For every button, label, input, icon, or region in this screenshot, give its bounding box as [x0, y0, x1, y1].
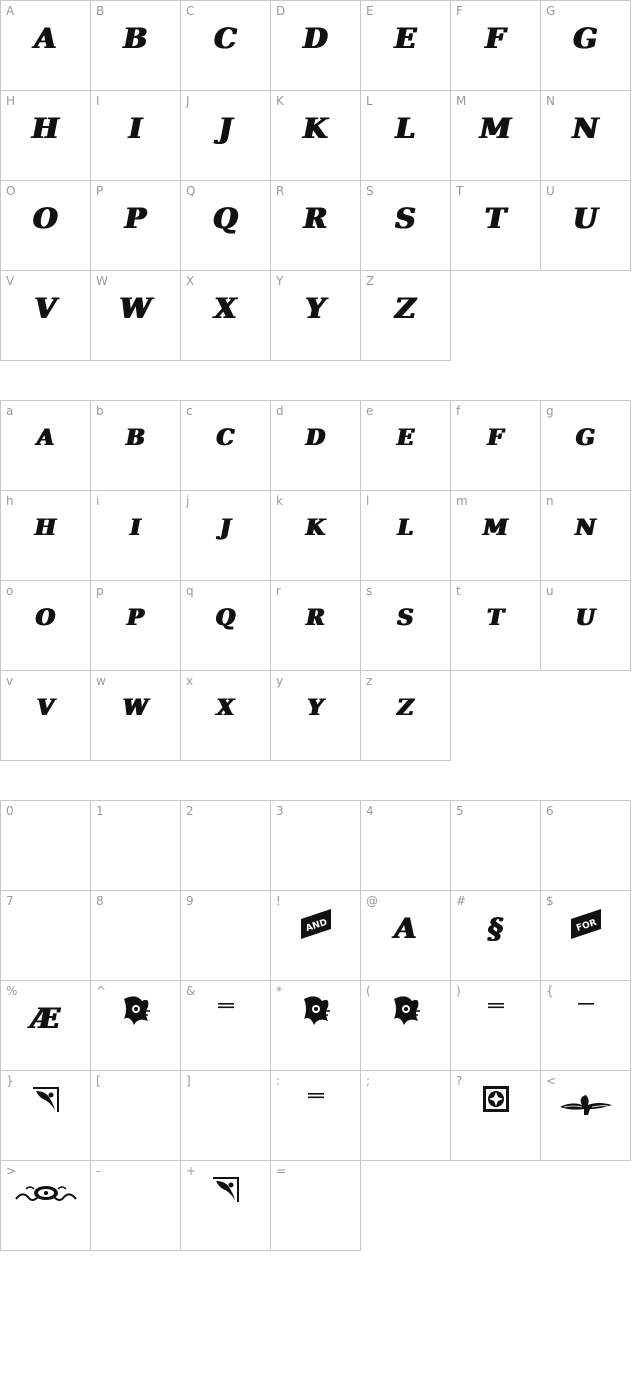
ornate-the-icon: Æ [31, 1002, 60, 1035]
glyph-cell [360, 90, 450, 180]
glyph-label: ; [366, 1074, 371, 1088]
and-banner-icon [271, 899, 360, 959]
ornate-letter-glyph: E [397, 425, 414, 451]
glyph-cell [270, 0, 360, 90]
glyph-cell [540, 180, 631, 271]
glyph-label: 4 [366, 804, 374, 818]
glyph-label: ) [456, 984, 461, 998]
glyph-label: H [6, 94, 16, 108]
glyph-cell [360, 490, 450, 580]
glyph-label: p [96, 584, 104, 598]
ornate-letter-glyph: D [303, 22, 328, 55]
glyph-label: S [366, 184, 374, 198]
double-rule-icon [271, 1079, 360, 1139]
glyph-label: q [186, 584, 194, 598]
ornate-letter-glyph: A [36, 425, 55, 451]
glyph-label: g [546, 404, 554, 418]
glyph-cell [360, 270, 451, 361]
glyph-cell [360, 0, 450, 90]
ornate-letter-glyph: N [575, 515, 596, 541]
glyph-cell [450, 400, 540, 490]
glyph-label: a [6, 404, 14, 418]
glyph-cell [90, 270, 180, 361]
glyph-label: M [456, 94, 467, 108]
glyph-label: $ [546, 894, 554, 908]
glyph-cell [540, 580, 631, 671]
glyph-cell [180, 980, 270, 1070]
glyph-cell [90, 580, 180, 670]
glyph-cell [180, 0, 270, 90]
glyph-label: k [276, 494, 283, 508]
ornate-letter-glyph: S [395, 202, 416, 235]
glyph-cell [180, 890, 270, 980]
glyph-cell [270, 670, 360, 761]
glyph-label: 0 [6, 804, 14, 818]
glyph-cell [180, 800, 270, 890]
ornate-letter-glyph: G [573, 22, 598, 55]
glyph-label: z [366, 674, 373, 688]
glyph-cell [270, 490, 360, 580]
glyph-cell [90, 890, 180, 980]
ornate-letter-glyph: R [303, 202, 328, 235]
ornate-letter-glyph: R [306, 605, 325, 631]
glyph-label: l [366, 494, 370, 508]
glyph-cell [360, 1070, 450, 1161]
glyph-label: # [456, 894, 467, 908]
banner-text: FOR [574, 917, 598, 934]
glyph-label: c [186, 404, 193, 418]
glyph-label: 6 [546, 804, 554, 818]
glyph-cell [270, 90, 360, 180]
glyph-label: o [6, 584, 14, 598]
glyph-cell [450, 800, 540, 890]
glyph-label: V [6, 274, 15, 288]
glyph-cell [180, 1160, 270, 1251]
glyph-label: s [366, 584, 373, 598]
glyph-cell [0, 1160, 90, 1251]
glyph-cell [450, 580, 540, 671]
glyph-cell [540, 800, 631, 890]
glyph-cell [360, 670, 451, 761]
glyph-cell [360, 890, 450, 980]
ornate-letter-glyph: B [123, 22, 148, 55]
glyph-label: C [186, 4, 195, 18]
glyph-cell [180, 400, 270, 490]
ornate-letter-glyph: U [573, 202, 598, 235]
glyph-label: u [546, 584, 554, 598]
glyph-cell [0, 1070, 90, 1160]
ornate-letter-glyph: Q [215, 605, 236, 631]
glyph-label: % [6, 984, 18, 998]
ornate-letter-glyph: U [575, 605, 596, 631]
glyph-cell [450, 0, 540, 90]
ornate-letter-glyph: F [487, 425, 504, 451]
glyph-cell [180, 180, 270, 270]
glyph-label: ] [186, 1074, 191, 1088]
ornate-letter-glyph: V [34, 292, 57, 325]
eagle-icon [541, 1087, 630, 1147]
ornate-letter-glyph: I [130, 515, 141, 541]
ornate-letter-glyph: V [36, 695, 55, 721]
ornate-letter-glyph: Z [397, 695, 414, 721]
glyph-label: w [96, 674, 106, 688]
glyph-cell [0, 490, 90, 580]
scroll-ornament-icon [1, 1177, 90, 1237]
ornate-letter-glyph: K [303, 112, 328, 145]
ornate-a-icon: A [394, 912, 417, 945]
single-rule-icon [541, 989, 630, 1049]
glyph-label: f [456, 404, 461, 418]
ornate-letter-glyph: A [34, 22, 57, 55]
glyph-cell [540, 90, 631, 180]
ornate-letter-glyph: O [35, 605, 56, 631]
ornate-swash-icon: § [488, 912, 503, 945]
glyph-label: j [186, 494, 190, 508]
glyph-label: 7 [6, 894, 14, 908]
ornate-letter-glyph: L [395, 112, 416, 145]
glyph-cell [180, 490, 270, 580]
glyph-label: Q [186, 184, 196, 198]
glyph-label: = [276, 1164, 287, 1178]
glyph-label: D [276, 4, 286, 18]
glyph-label: ( [366, 984, 371, 998]
glyph-label: r [276, 584, 281, 598]
glyph-label: L [366, 94, 373, 108]
glyph-label: 8 [96, 894, 104, 908]
glyph-label: W [96, 274, 108, 288]
glyph-cell [0, 90, 90, 180]
glyph-label: F [456, 4, 463, 18]
glyph-label: G [546, 4, 556, 18]
glyph-label: } [6, 1074, 14, 1088]
ornate-letter-glyph: S [397, 605, 414, 631]
glyph-cell [450, 180, 540, 271]
glyph-cell [0, 270, 90, 361]
glyph-cell [180, 1070, 270, 1160]
glyph-cell [0, 670, 90, 761]
glyph-cell [0, 580, 90, 670]
glyph-cell [0, 890, 90, 980]
ornate-letter-glyph: Q [213, 202, 238, 235]
double-rule-icon [451, 989, 540, 1049]
glyph-cell [0, 800, 90, 890]
glyph-label: * [276, 984, 282, 998]
glyph-label: J [186, 94, 190, 108]
glyph-cell [450, 980, 540, 1070]
glyph-label: + [186, 1164, 197, 1178]
glyph-label: b [96, 404, 104, 418]
glyph-cell [540, 400, 631, 490]
glyph-cell [270, 980, 360, 1070]
ornate-letter-glyph: M [483, 515, 508, 541]
glyph-cell [90, 800, 180, 890]
glyph-cell [0, 980, 90, 1070]
ornate-letter-glyph: Y [305, 292, 326, 325]
glyph-label: E [366, 4, 374, 18]
ornate-letter-glyph: F [485, 22, 506, 55]
glyph-cell [270, 400, 360, 490]
double-rule-icon [181, 989, 270, 1049]
ornate-letter-glyph: N [572, 112, 599, 145]
glyph-label: t [456, 584, 461, 598]
ornate-letter-glyph: X [214, 292, 237, 325]
glyph-label: h [6, 494, 14, 508]
glyph-label: i [96, 494, 100, 508]
floral-ornament-icon [271, 991, 360, 1051]
glyph-cell [270, 800, 360, 890]
glyph-label: P [96, 184, 104, 198]
glyph-cell [450, 1070, 540, 1161]
glyph-label: 3 [276, 804, 284, 818]
glyph-label: ? [456, 1074, 463, 1088]
floral-ornament-icon [361, 991, 450, 1051]
ornate-letter-glyph: X [216, 695, 235, 721]
glyph-cell [360, 980, 450, 1070]
glyph-label: 9 [186, 894, 194, 908]
ornate-letter-glyph: O [33, 202, 58, 235]
glyph-label: m [456, 494, 468, 508]
glyph-label: n [546, 494, 554, 508]
glyph-cell [540, 0, 631, 90]
glyph-label: d [276, 404, 284, 418]
for-banner-icon [541, 899, 630, 959]
glyph-label: @ [366, 894, 378, 908]
glyph-cell [90, 1070, 180, 1160]
glyph-label: T [456, 184, 464, 198]
glyph-label: 2 [186, 804, 194, 818]
glyph-cell [180, 580, 270, 670]
glyph-label: 1 [96, 804, 104, 818]
glyph-cell [90, 0, 180, 90]
ornate-letter-glyph: C [214, 22, 237, 55]
glyph-cell [0, 0, 90, 90]
glyph-cell [540, 980, 631, 1070]
glyph-cell [270, 1160, 361, 1251]
glyph-cell [90, 400, 180, 490]
ornate-letter-glyph: K [305, 515, 326, 541]
glyph-cell [90, 1160, 180, 1251]
ornate-letter-glyph: C [216, 425, 235, 451]
ornate-letter-glyph: J [220, 515, 231, 541]
ornate-letter-glyph: H [35, 515, 56, 541]
glyph-cell [540, 1070, 631, 1161]
ornate-letter-glyph: W [123, 695, 148, 721]
glyph-cell [270, 180, 360, 270]
glyph-label: X [186, 274, 195, 288]
ornate-letter-glyph: H [32, 112, 59, 145]
glyph-cell [90, 980, 180, 1070]
glyph-cell [90, 490, 180, 580]
glyph-label: ! [276, 894, 281, 908]
glyph-cell [360, 400, 450, 490]
glyph-cell [360, 800, 450, 890]
glyph-label: e [366, 404, 374, 418]
ornate-letter-glyph: Z [395, 292, 416, 325]
ornate-letter-glyph: D [305, 425, 326, 451]
glyph-cell [270, 270, 360, 361]
glyph-cell [90, 90, 180, 180]
ornate-letter-glyph: E [394, 22, 417, 55]
medallion-tile-icon [451, 1085, 540, 1145]
glyph-label: ^ [96, 984, 107, 998]
glyph-label: A [6, 4, 15, 18]
glyph-cell [450, 890, 540, 980]
glyph-label: - [96, 1164, 101, 1178]
ornate-letter-glyph: G [576, 425, 595, 451]
ornate-letter-glyph: I [128, 112, 143, 145]
ornate-letter-glyph: T [487, 605, 504, 631]
ornate-letter-glyph: Y [307, 695, 324, 721]
ornate-letter-glyph: T [485, 202, 506, 235]
glyph-label: 5 [456, 804, 464, 818]
glyph-cell [270, 1070, 360, 1160]
glyph-cell [540, 890, 631, 980]
glyph-cell [360, 180, 450, 270]
glyph-label: U [546, 184, 555, 198]
glyph-label: [ [96, 1074, 101, 1088]
glyph-label: > [6, 1164, 17, 1178]
ornate-letter-glyph: B [126, 425, 145, 451]
glyph-label: { [546, 984, 554, 998]
glyph-cell [270, 580, 360, 670]
glyph-label: & [186, 984, 196, 998]
glyph-cell [450, 90, 540, 180]
glyph-cell [180, 670, 270, 761]
floral-ornament-icon [91, 991, 180, 1051]
glyph-cell [90, 670, 180, 761]
glyph-label: : [276, 1074, 281, 1088]
glyph-label: K [276, 94, 284, 108]
glyph-cell [360, 580, 450, 670]
glyph-cell [270, 890, 360, 980]
banner-text: AND [304, 917, 329, 935]
glyph-cell [540, 490, 631, 580]
glyph-label: v [6, 674, 14, 688]
glyph-label: < [546, 1074, 557, 1088]
glyph-label: O [6, 184, 16, 198]
glyph-cell [180, 90, 270, 180]
glyph-label: B [96, 4, 105, 18]
glyph-cell [0, 180, 90, 270]
glyph-label: N [546, 94, 555, 108]
glyph-label: R [276, 184, 285, 198]
ornate-letter-glyph: M [480, 112, 511, 145]
ornate-letter-glyph: W [119, 292, 152, 325]
ornate-letter-glyph: L [397, 515, 414, 541]
glyph-label: y [276, 674, 284, 688]
glyph-label: Y [276, 274, 284, 288]
glyph-label: x [186, 674, 194, 688]
glyph-label: Z [366, 274, 375, 288]
glyph-cell [90, 180, 180, 270]
glyph-label: I [96, 94, 100, 108]
ornate-letter-glyph: P [127, 605, 144, 631]
corner-ornament-icon [181, 1175, 270, 1235]
ornate-letter-glyph: J [218, 112, 233, 145]
ornate-letter-glyph: P [124, 202, 147, 235]
glyph-cell [180, 270, 270, 361]
glyph-cell [450, 490, 540, 580]
glyph-cell [0, 400, 90, 490]
corner-ornament-icon [1, 1085, 90, 1145]
